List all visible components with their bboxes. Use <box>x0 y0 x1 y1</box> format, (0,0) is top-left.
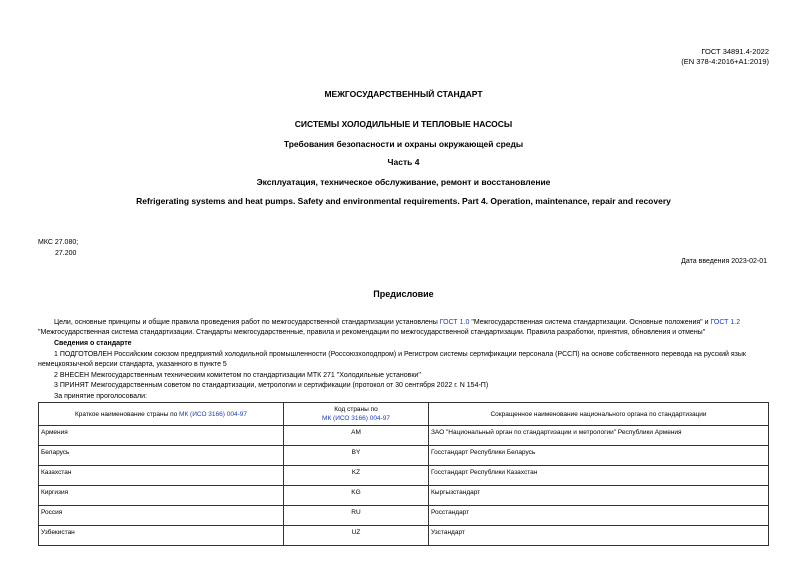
header-country-text: Краткое наименование страны по <box>75 410 180 418</box>
standard-code <box>681 47 769 67</box>
mk-iso-link-2[interactable]: МК (ИСО 3166) 004-97 <box>322 415 390 422</box>
subtitle: Требования безопасности и охраны окружающей среды <box>283 139 524 149</box>
country-cell: Армения <box>39 426 284 446</box>
country-cell: Киргизия <box>39 486 284 506</box>
info-heading: Сведения о стандарте <box>54 340 132 347</box>
code-cell: KG <box>284 486 429 506</box>
code-cell: RU <box>284 506 429 526</box>
table-row <box>39 486 769 506</box>
gost-code: ГОСТ 34891.4-2022 <box>701 47 769 56</box>
mks-line-1: МКС 27.080; <box>38 239 79 246</box>
part-title: Эксплуатация, техническое обслуживание, ремонт и восстановление <box>256 177 551 187</box>
foreword-paragraph <box>38 318 773 338</box>
foreword-heading: Предисловие <box>373 289 434 299</box>
country-cell: Беларусь <box>39 446 284 466</box>
introduction-date: Дата введения 2023-02-01 <box>681 258 767 265</box>
body-cell: Госстандарт Республики Казахстан <box>429 466 769 486</box>
body-cell: Узстандарт <box>429 526 769 546</box>
foreword-text-3: "Межгосударственная система стандартизации. Стандарты межгосударственные, правила и рекомендации по межгосударственной стандартизации. Правила разработки, принятия, обновления и отмены" <box>38 329 706 336</box>
voted-label: За принятие проголосовали: <box>54 393 147 400</box>
table-row <box>39 466 769 486</box>
table-header-row <box>39 403 769 426</box>
header-code-text: Код страны по <box>334 406 378 413</box>
table-row <box>39 426 769 446</box>
item-2: 2 ВНЕСЕН Межгосударственным техническим комитетом по стандартизации МТК 271 "Холодильные установки" <box>54 372 421 379</box>
body-cell: Госстандарт Республики Беларусь <box>429 446 769 466</box>
body-cell: Кыргызстандарт <box>429 486 769 506</box>
country-cell: Казахстан <box>39 466 284 486</box>
table-row <box>39 526 769 546</box>
body-cell: Росстандарт <box>429 506 769 526</box>
header-body: Сокращенное наименование национального органа по стандартизации <box>429 403 769 426</box>
table-row <box>39 446 769 466</box>
code-cell: AM <box>284 426 429 446</box>
en-code: (EN 378-4:2016+A1:2019) <box>681 57 769 66</box>
main-title: СИСТЕМЫ ХОЛОДИЛЬНЫЕ И ТЕПЛОВЫЕ НАСОСЫ <box>294 119 513 129</box>
interstate-title: МЕЖГОСУДАРСТВЕННЫЙ СТАНДАРТ <box>324 89 483 99</box>
code-cell: BY <box>284 446 429 466</box>
item-1: 1 ПОДГОТОВЛЕН Российским союзом предприятий холодильной промышленности (Россоюзхолодпром) и Регистром системы сертификации персонала (РССП) на основе собственного перевода на русский язык немецкоязычной версии стандарта, указанного в пункте 5 <box>38 351 746 368</box>
code-cell: KZ <box>284 466 429 486</box>
mk-iso-link[interactable]: МК (ИСО 3166) 004-97 <box>179 410 247 418</box>
part-label: Часть 4 <box>387 157 420 167</box>
body-cell: ЗАО "Национальный орган по стандартизации и метрологии" Республики Армения <box>429 426 769 446</box>
mks-line-2: 27.200 <box>55 250 77 257</box>
english-title: Refrigerating systems and heat pumps. Safety and environmental requirements. Part 4. Operation, maintenance, repair and recovery <box>136 196 671 206</box>
header-country <box>39 403 284 426</box>
country-cell: Россия <box>39 506 284 526</box>
foreword-text-2: "Межгосударственная система стандартизации. Основные положения" и <box>469 319 711 326</box>
mks-codes <box>38 237 78 259</box>
item-3: 3 ПРИНЯТ Межгосударственным советом по стандартизации, метрологии и сертификации (протокол от 30 сентября 2022 г. N 154-П) <box>54 382 489 389</box>
gost-1-2-link[interactable]: ГОСТ 1.2 <box>710 319 741 326</box>
country-cell: Узбекистан <box>39 526 284 546</box>
voting-table <box>38 402 769 546</box>
gost-1-0-link[interactable]: ГОСТ 1.0 <box>439 319 470 326</box>
header-code <box>284 403 429 426</box>
code-cell: UZ <box>284 526 429 546</box>
table-row <box>39 506 769 526</box>
foreword-text-1: Цели, основные принципы и общие правила проведения работ по межгосударственной стандартизации установлены <box>54 319 440 326</box>
